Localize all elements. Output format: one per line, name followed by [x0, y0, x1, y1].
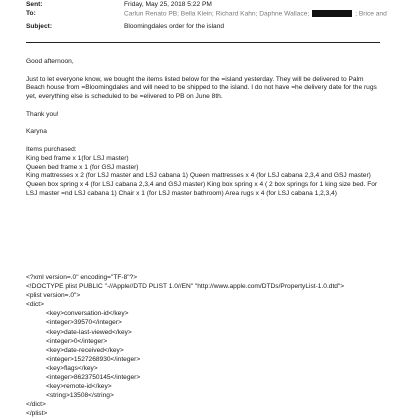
items-heading: Items purchased:: [26, 145, 77, 153]
plist-value: <string>13508</string>: [46, 392, 114, 400]
dict-open: <dict>: [26, 301, 44, 309]
to-recipients: Carlun Renato PB; Bella Klein; Richard Kahn; Daphne Wallace;: [124, 10, 310, 18]
plist-key: <key>date-last-viewed</key>: [46, 328, 132, 336]
to-label: To:: [26, 10, 36, 17]
item-line: King bed frame x 1(for LSJ master): [26, 154, 129, 162]
plist-key: <key>remote-id</key>: [46, 383, 112, 391]
to-recipients-tail: ; Brice and: [355, 10, 387, 18]
plist-close: </plist>: [26, 410, 48, 418]
header-divider: [26, 42, 380, 43]
plist-value: <integer>8623750145</integer>: [46, 374, 141, 382]
plist-key: <key>conversation-id</key>: [46, 310, 129, 318]
plist-value: <integer>39570</integer>: [46, 319, 122, 327]
doctype-line: <!DOCTYPE plist PUBLIC "-//Apple//DTD PLIST 1.0//EN" "http://www.apple.com/DTDs/PropertyList-1.0.dtd">: [26, 283, 345, 291]
to-value: [124, 10, 400, 17]
plist-key: <key>flags</key>: [46, 364, 98, 372]
plist-key: <key>date-received</key>: [46, 346, 124, 354]
email-header: [26, 0, 400, 31]
sent-value: Friday, May 25, 2018 5:22 PM: [124, 1, 212, 8]
subject-value: Bloomingdales order for the island: [124, 23, 225, 30]
sent-label: Sent:: [26, 1, 43, 8]
body-paragraph: Just to let everyone know, we bought the items listed below for the =island yesterday. They will be delivered to Palm Beach house from =Bloomingdales and will need to be shipped to the island. I do not have =he delivery date for the rugs yet, everything else is scheduled to be =elivered to PB on June 8th.: [26, 75, 377, 101]
sent-row: [26, 0, 400, 9]
to-row: [26, 9, 400, 18]
plist-open: <plist version=.0">: [26, 292, 81, 300]
plist-value: <integer>0</integer>: [46, 337, 108, 345]
item-line: King mattresses x 2 (for LSJ master and LSJ cabana 1) Queen mattresses x 4 (for LSJ cabana 2,3,4 and GSJ master) Queen box spring x 4 (for LSJ cabana 2,3,4 and GSJ master) King box spring x 4 ( 2 box springs for 1 king size bed. For LSJ master =nd LSJ cabana 1) Chair x 1 (for LSJ master bathroom) Area rugs x 4 (for LSJ cabana 1,2,3,4): [26, 172, 378, 197]
plist-block: [26, 273, 381, 419]
signature: Karyna: [26, 128, 47, 136]
xml-declaration: <?xml version=.0" encoding="TF-8"?>: [26, 274, 138, 281]
email-body: [26, 58, 381, 199]
plist-value: <integer>1527268930</integer>: [46, 355, 141, 363]
thanks-line: Thank you!: [26, 110, 59, 118]
subject-label: Subject:: [26, 23, 53, 30]
item-line: Queen bed frame x 1 (for GSJ master): [26, 163, 139, 171]
subject-row: [26, 22, 400, 31]
redaction-box: [312, 10, 352, 17]
greeting: Good afternoon,: [26, 58, 74, 65]
dict-close: </dict>: [26, 401, 46, 409]
